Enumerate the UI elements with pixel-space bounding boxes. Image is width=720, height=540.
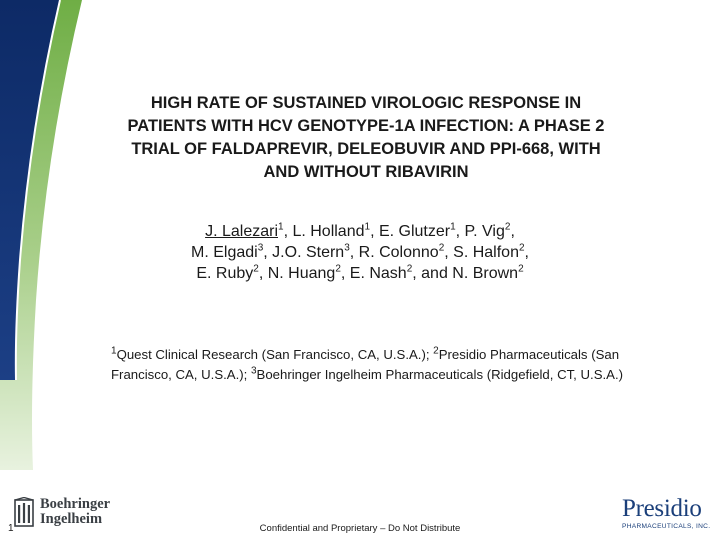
- title-line: PATIENTS WITH HCV GENOTYPE-1A INFECTION: A PHASE 2: [127, 117, 605, 135]
- author-list: [80, 221, 640, 284]
- page-number: 1: [8, 523, 14, 534]
- slide-title: [60, 92, 672, 184]
- affiliations: $^1$Quest Clinical Research (San Francisco, CA, U.S.A.); $^2$Presidio Pharmaceuticals (San Francisco, CA, U.S.A.); $^3$Boehringer Ingelheim Pharmaceuticals (Ridgefield, CT, U.S.A.): [111, 345, 624, 382]
- presenting-author: J. Lalezari: [205, 223, 278, 240]
- title-line: TRIAL OF FALDAPREVIR, DELEOBUVIR AND PPI-668, WITH: [131, 140, 601, 158]
- author-line: E. Ruby$^2$, N. Huang$^2$, E. Nash$^2$, and N. Brown$^2$: [196, 263, 524, 282]
- boehringer-ingelheim-logo: [12, 497, 152, 533]
- presidio-wordmark: Presidio: [622, 495, 702, 522]
- boehringer-building-icon: [12, 497, 36, 529]
- author-line: J. Lalezari$^1$, L. Holland$^1$, E. Glutzer$^1$, P. Vig$^2$,: [205, 221, 515, 240]
- confidential-footer: Confidential and Proprietary – Do Not Distribute: [259, 523, 461, 534]
- presidio-tagline: PHARMACEUTICALS, INC.: [622, 523, 711, 530]
- author-line: M. Elgadi$^3$, J.O. Stern$^3$, R. Colonno$^2$, S. Halfon$^2$,: [191, 242, 529, 261]
- title-line: HIGH RATE OF SUSTAINED VIROLOGIC RESPONSE IN: [150, 94, 582, 112]
- presidio-logo: [616, 496, 716, 536]
- boehringer-wordmark: Boehringer Ingelheim: [40, 496, 111, 527]
- title-line: AND WITHOUT RIBAVIRIN: [263, 163, 469, 181]
